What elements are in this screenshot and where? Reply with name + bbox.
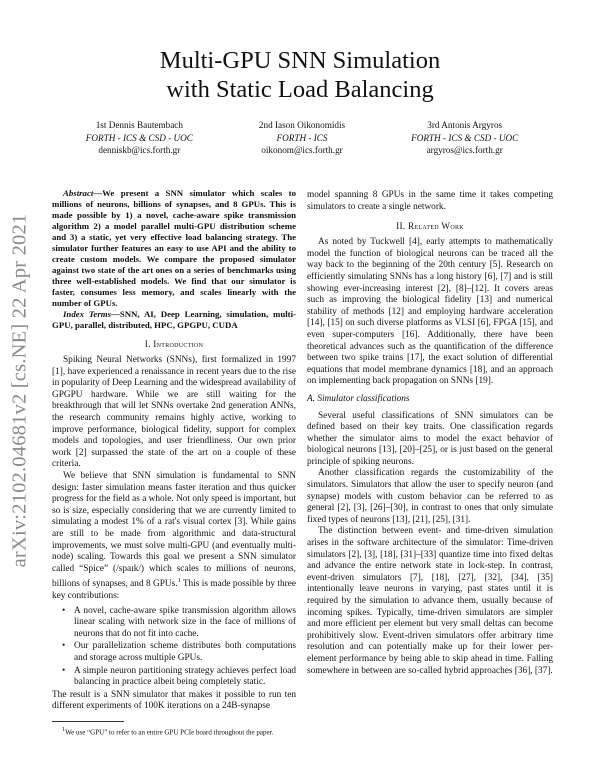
author-1-affiliation: FORTH - ICS & CSD - UOC — [85, 132, 193, 143]
intro-continuation: model spanning 8 GPUs in the same time it takes competing simulators to create a single network. — [307, 190, 553, 212]
author-1 — [58, 119, 221, 157]
author-3 — [383, 119, 546, 157]
bullet-icon: • — [62, 605, 66, 616]
intro-paragraph-2 — [52, 471, 296, 603]
author-1-email: denniskb@ics.forth.gr — [98, 145, 181, 155]
right-column — [307, 190, 553, 677]
intro-paragraph-3: The result is a SNN simulator that makes it possible to run ten different experiments of 100K iterations on a 24B-synapse — [52, 689, 296, 712]
section-heading-introduction: I. Introduction — [144, 339, 204, 349]
paper-title — [60, 46, 540, 104]
intro-paragraph-2-text: We believe that SNN simulation is fundamental to SNN design: faster simulation means faster iteration and thus quicker progress for the field as a whole. Not only speed is important, but so is size, especially considering that we are currently limited to simulating a modest 1% of a rat's visual cortex [3]. While gains are still to be made from algorithmic and data-structural improvements, we must solve multi-GPU (and eventually multi-node) scaling. Towards this goal we present a SNN simulator called “Spice” (/spaɪk/) which scales to millions of neurons, billions of synapses, and 8 GPUs. — [52, 470, 296, 590]
contribution-list — [52, 606, 296, 689]
related-paragraph-4: The distinction between event- and time-driven simulation arises in the software architecture of the simulator: Time-driven simulators [2], [3], [18], [31]–[33] quantize time into fixed deltas and advance the entire network state in lock-step. In contrast, event-driven simulators [7], [18], [27], [32], [34], [35] intentionally leave neurons in varying, past states until it is required by the simulation to advance them, usually because of incoming spikes. Typically, time-driven simulators are simpler and more efficient per element but very small deltas can become prohibitively slow. Event-driven simulators offer arbitrary time resolution and can potentially make up for their lower per-element performance by being able to skip ahead in time. Falling somewhere in between are so-called hybrid approaches [36], [37]. — [307, 526, 553, 676]
author-3-email: argyros@ics.forth.gr — [426, 145, 503, 155]
author-1-ordinal: 1st — [95, 120, 107, 130]
author-2-affiliation: FORTH - ICS — [276, 132, 328, 143]
author-2-name: Iason Oikonomidis — [274, 120, 346, 130]
related-paragraph-3: Another classification regards the customizability of the simulators. Simulators that allow the user to specify neuron (and synapse) models with custom behavior can be referred to as general [2], [3], [26]–[30], in contrast to ones that only simulate fixed types of neurons [13], [21], [25], [31]. — [307, 468, 553, 525]
title-line-2: with Static Load Balancing — [166, 76, 434, 103]
contribution-text: Our parallelization scheme distributes both computations and storage across multiple GPUs. — [74, 641, 296, 663]
author-3-name: Antonis Argyros — [441, 120, 503, 130]
bullet-icon: • — [62, 665, 66, 676]
author-2 — [221, 119, 384, 157]
left-column — [52, 188, 296, 737]
contribution-item — [62, 605, 296, 641]
author-1-name: Dennis Bautembach — [108, 120, 183, 130]
title-line-1: Multi-GPU SNN Simulation — [159, 47, 441, 74]
abstract-text: —We present a SNN simulator which scales to millions of neurons, billions of synapses, and 8 GPUs. This is made possible by 1) a novel, cache-aware spike transmission algorithm 2) a model parallel multi-GPU distribution scheme and 3) a static, yet very effective load balancing strategy. The simulator further features an easy to use API and the ability to create custom models. We compare the proposed simulator against two state of the art ones on a series of benchmarks using three well-established models. We find that our simulator is faster, consumes less memory, and scales linearly with the number of GPUs. — [52, 188, 296, 308]
subsection-heading-simulator-classifications: A. Simulator classifications — [307, 393, 410, 404]
intro-paragraph-1: Spiking Neural Networks (SNNs), first formalized in 1997 [1], have experienced a renaissance in recent years due to the rise in popularity of Deep Learning and the widespread availability of GPGPU hardware. While we are still waiting for the breakthrough that will let SNNs overtake 2nd generation ANNs, the research community remains highly active, working to improve performance, biological fidelity, support for complex models and topologies, and user friendliness. Our own prior work [2] surpassed the state of the art on a couple of these criteria. — [52, 355, 296, 470]
intro-paragraph-2-tail: This is made possible by three key contributions: — [52, 579, 297, 601]
author-3-affiliation: FORTH - ICS & CSD - UOC — [411, 132, 519, 143]
bullet-icon: • — [62, 641, 66, 652]
abstract-lead: Abstract — [63, 188, 94, 198]
contribution-item — [62, 665, 296, 689]
contribution-item — [62, 641, 296, 664]
footnote-number: 1 — [62, 725, 66, 733]
footnote-divider — [52, 721, 124, 722]
section-heading-related-work: II. Related Work — [396, 221, 464, 232]
footnote — [52, 725, 296, 737]
abstract — [52, 188, 296, 309]
related-paragraph-2: Several useful classifications of SNN simulators can be defined based on their key traits. One classification regards whether the simulator aims to model the exact behavior of biological neurons [13], [20]–[25], or is just based on the general principle of spiking neurons. — [307, 410, 553, 467]
index-terms-lead: Index Terms — [63, 309, 112, 319]
footnote-marker[interactable]: 1 — [177, 577, 181, 585]
author-2-email: oikonom@ics.forth.gr — [261, 145, 343, 155]
contribution-text: A novel, cache-aware spike transmission algorithm allows linear scaling with network size in the face of millions of neurons that do not fit into cache. — [74, 605, 296, 639]
arxiv-identifier-text: arXiv:2102.04681v2 [cs.NE] 22 Apr 2021 — [8, 213, 31, 567]
author-3-ordinal: 3rd — [427, 120, 440, 130]
related-paragraph-1: As noted by Tuckwell [4], early attempts to mathematically model the function of biological neurons can be traced all the way back to the beginning of the 20th century [5]. Research on efficiently simulating SNNs has a long history [6], [7] and is still showing ever-increasing interest [2], [8]–[12]. It covers areas such as improving the biological fidelity [13] and numerical stability of methods [12] and employing hardware acceleration [14], [15] on such diverse platforms as VLSI [6], FPGA [15], and even super-computers [16]. Additionally, there have been theoretical advances such as the quantification of the difference between two spike trains [17], the exact solution of differential equations that model membrane dynamics [18], and an approach on implementing back propagation on SNNs [19]. — [307, 237, 553, 387]
arxiv-identifier-stamp — [2, 190, 38, 590]
author-2-ordinal: 2nd — [258, 120, 273, 130]
footnote-text: We use “GPU” to refer to an entire GPU PCIe board throughout the paper. — [65, 728, 274, 737]
author-block — [58, 119, 546, 157]
index-terms — [52, 309, 296, 331]
index-terms-text: —SNN, AI, Deep Learning, simulation, multi-GPU, parallel, distributed, HPC, GPGPU, CUDA — [52, 309, 296, 330]
contribution-text: A simple neuron partitioning strategy achieves perfect load balancing in practice albeit being completely static. — [74, 665, 296, 688]
